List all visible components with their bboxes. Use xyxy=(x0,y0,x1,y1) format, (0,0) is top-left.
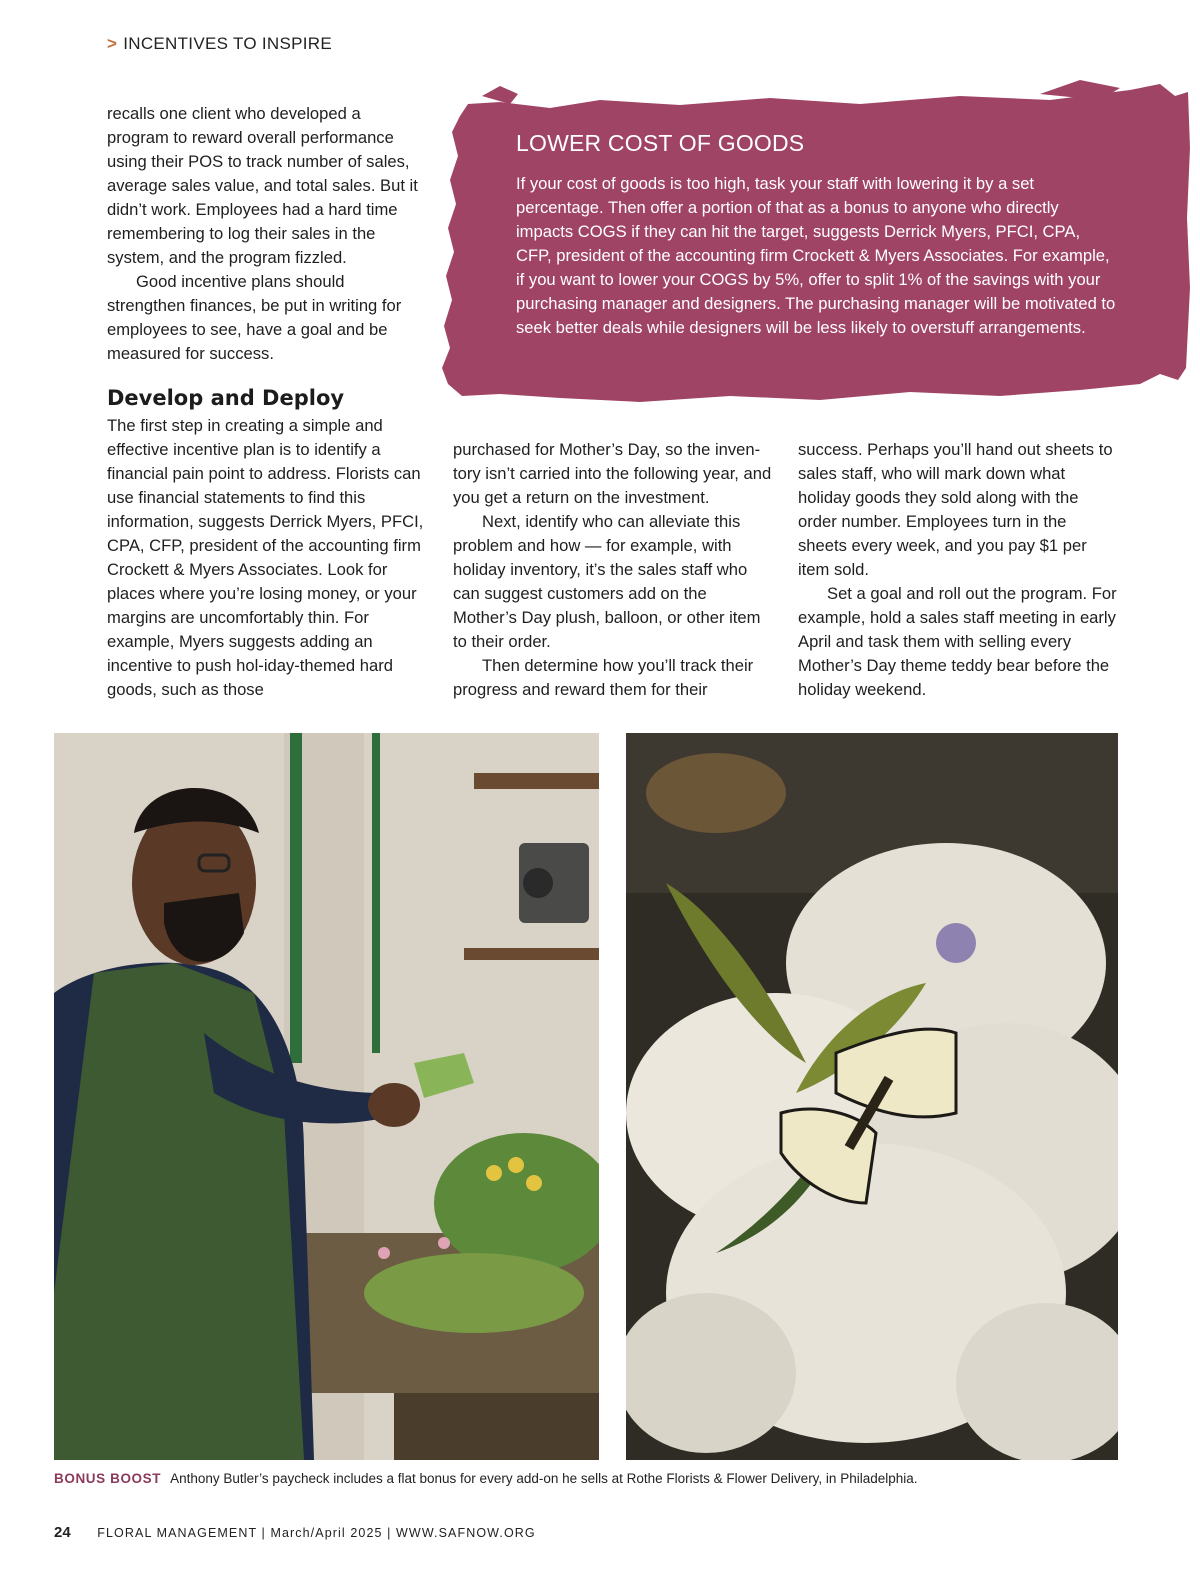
page-number: 24 xyxy=(54,1524,71,1541)
photo-butterfly-flowers xyxy=(626,733,1118,1460)
sidebar-title: LOWER COST OF GOODS xyxy=(516,130,805,156)
photo-caption xyxy=(54,1471,918,1486)
paragraph: purchased for Mother’s Day, so the inven-tory isn’t carried into the following year, and you get a return on the investment. xyxy=(453,440,772,507)
article-column-2 xyxy=(453,438,773,702)
section-header xyxy=(107,34,332,54)
paragraph: The first step in creating a simple and effective incentive plan is to identify a financial pain point to address. Florists can use financial statements to find this information, suggests Derrick Myers, PFCI, CPA, CFP, president of the accounting firm Crockett & Myers Associates. Look for places where you’re losing money, or your margins are uncomfortably thin. For example, Myers suggests adding an incentive to push hol-iday-themed hard goods, such as those xyxy=(107,416,424,699)
caption-text: Anthony Butler’s paycheck includes a flat bonus for every add-on he sells at Rothe Florists & Flower Delivery, in Philadelphia. xyxy=(170,1471,918,1486)
florist-photo-illustration xyxy=(54,733,599,1460)
footer-text: FLORAL MANAGEMENT | March/April 2025 | WWW.SAFNOW.ORG xyxy=(97,1526,536,1540)
paragraph: success. Perhaps you’ll hand out sheets to sales staff, who will mark down what holiday goods they sold along with the order number. Employees turn in the sheets every week, and you pay $1 per item sold. xyxy=(798,440,1113,579)
page-footer xyxy=(54,1524,536,1541)
chevron-right-icon: > xyxy=(107,34,118,53)
paragraph: Next, identify who can alleviate this problem and how — for example, with holiday inventory, it’s the sales staff who can suggest customers add on the Mother’s Day plush, balloon, or other item to their order. xyxy=(453,512,761,651)
sidebar-body: If your cost of goods is too high, task your staff with lowering it by a set percentage. Then offer a portion of that as a bonus to anyone who directly impacts COGS if they can hit the target, suggests Derrick Myers, PFCI, CPA, CFP, president of the accounting firm Crockett & Myers Associates. For example, if you want to lower your COGS by 5%, offer to split 1% of the savings with your purchasing manager and designers. The purchasing manager will be motivated to seek better deals while designers will be less likely to overstuff arrangements. xyxy=(516,174,1116,337)
article-column-1 xyxy=(107,102,425,366)
paragraph: recalls one client who developed a program to reward overall performance using their POS to track number of sales, average sales value, and total sales. But it didn’t work. Employees had a hard time remembering to log their sales in the system, and the program fizzled. xyxy=(107,104,418,267)
paragraph: Good incentive plans should strengthen finances, be put in writing for employees to see, have a goal and be measured for success. xyxy=(107,272,402,363)
sidebar-box xyxy=(440,78,1190,403)
paragraph: Then determine how you’ll track their progress and reward them for their xyxy=(453,656,754,699)
section-title: INCENTIVES TO INSPIRE xyxy=(123,34,333,53)
photo-florist-at-work xyxy=(54,733,599,1460)
caption-label: BONUS BOOST xyxy=(54,1471,162,1486)
flowers-photo-illustration xyxy=(626,733,1118,1460)
article-column-3 xyxy=(798,438,1118,702)
sidebar-content xyxy=(516,130,1116,340)
article-column-1-continued xyxy=(107,414,425,702)
paragraph: Set a goal and roll out the program. For example, hold a sales staff meeting in early April and task them with selling every Mother’s Day theme teddy bear before the holiday weekend. xyxy=(798,584,1117,699)
subheading: Develop and Deploy xyxy=(107,386,345,410)
